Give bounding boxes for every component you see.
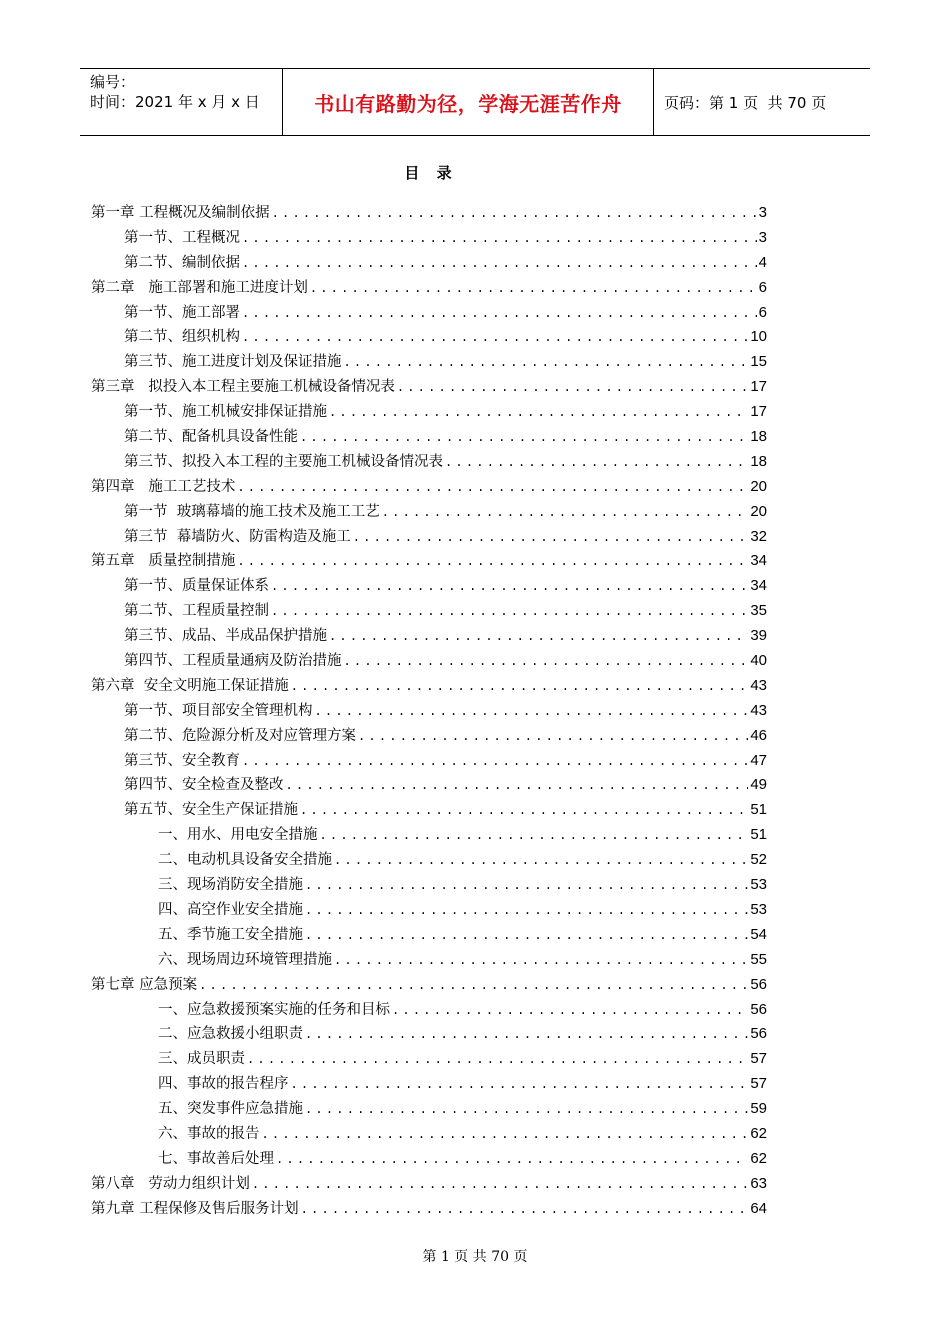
toc-entry[interactable]: [91, 475, 767, 500]
toc-entry-page: 35: [750, 602, 767, 620]
toc-entry[interactable]: [91, 749, 767, 774]
toc-entry[interactable]: [91, 724, 767, 749]
toc-entry-page: 62: [750, 1124, 767, 1142]
toc-dot-leader: [334, 948, 748, 973]
toc-dot-leader: [272, 201, 757, 226]
toc-dot-leader: [286, 773, 749, 798]
toc-dot-leader: [242, 251, 757, 276]
toc-entry-label: 第二节、配备机具设备性能: [124, 429, 298, 446]
toc-entry[interactable]: [91, 923, 767, 948]
toc-dot-leader: [353, 525, 749, 550]
toc-entry-label: 第三章 拟投入本工程主要施工机械设备情况表: [91, 379, 395, 396]
toc-entry-page: 3: [758, 204, 767, 221]
page-info-text: 页码：第 1 页 共 70 页: [664, 93, 827, 112]
toc-entry-label: 四、高空作业安全措施: [158, 901, 303, 918]
toc-dot-leader: [237, 475, 748, 500]
toc-entry-page: 56: [750, 1000, 767, 1018]
toc-entry-label: 二、电动机具设备安全措施: [158, 852, 332, 869]
toc-dot-leader: [291, 674, 749, 699]
toc-entry[interactable]: [91, 773, 767, 798]
toc-entry-label: 第二节、组织机构: [124, 329, 240, 346]
toc-entry[interactable]: [91, 301, 767, 326]
toc-entry[interactable]: [91, 1022, 767, 1047]
toc-entry-page: 15: [750, 353, 767, 371]
toc-entry-label: 第三节、施工进度计划及保证措施: [124, 354, 342, 371]
toc-entry-page: 17: [750, 378, 767, 396]
toc-entry-page: 46: [750, 726, 767, 744]
toc-entry[interactable]: [91, 201, 767, 226]
toc-entry-page: 49: [750, 776, 767, 794]
toc-dot-leader: [242, 226, 757, 251]
toc-entry-label: 第一节、质量保证体系: [124, 578, 269, 595]
toc-entry-page: 20: [750, 502, 767, 520]
toc-entry-label: 第四节、工程质量通病及防治措施: [124, 653, 342, 670]
toc-entry[interactable]: [91, 525, 767, 550]
toc-entry[interactable]: [91, 1197, 767, 1222]
toc-dot-leader: [320, 823, 749, 848]
toc-entry[interactable]: [91, 450, 767, 475]
toc-entry-label: 第一节、工程概况: [124, 229, 240, 246]
toc-entry[interactable]: [91, 599, 767, 624]
toc-entry-page: 3: [758, 228, 767, 246]
toc-entry-label: 一、应急救援预案实施的任务和目标: [158, 1001, 390, 1018]
toc-entry[interactable]: [91, 226, 767, 251]
toc-entry[interactable]: [91, 649, 767, 674]
toc-entry-label: 第四章 施工工艺技术: [91, 478, 236, 495]
toc-entry-page: 6: [758, 278, 767, 296]
toc-entry-label: 五、季节施工安全措施: [158, 926, 303, 943]
toc-entry[interactable]: [91, 549, 767, 574]
toc-entry[interactable]: [91, 898, 767, 923]
toc-entry[interactable]: [91, 375, 767, 400]
toc-entry-label: 第二节、编制依据: [124, 254, 240, 271]
toc-entry-label: 四、事故的报告程序: [158, 1076, 289, 1093]
toc-entry-label: 第七章 应急预案: [91, 976, 198, 993]
toc-entry-label: 第一节、施工机械安排保证措施: [124, 404, 327, 421]
toc-entry[interactable]: [91, 823, 767, 848]
toc-entry[interactable]: [91, 1122, 767, 1147]
toc-entry-label: 七、事故善后处理: [158, 1150, 274, 1167]
toc-entry[interactable]: [91, 699, 767, 724]
toc-entry-label: 第八章 劳动力组织计划: [91, 1175, 250, 1192]
toc-entry-page: 51: [750, 801, 767, 819]
toc-dot-leader: [305, 898, 748, 923]
header-page-info: [654, 69, 870, 135]
toc-entry-page: 32: [750, 527, 767, 545]
toc-entry-page: 18: [750, 452, 767, 470]
toc-dot-leader: [271, 574, 748, 599]
toc-dot-leader: [199, 973, 748, 998]
toc-entry-page: 34: [750, 577, 767, 595]
toc-entry-label: 第二节、危险源分析及对应管理方案: [124, 727, 356, 744]
toc-entry-page: 18: [750, 428, 767, 446]
toc-entry-label: 第一节、项目部安全管理机构: [124, 702, 313, 719]
toc-entry-page: 51: [750, 826, 767, 844]
toc-dot-leader: [242, 325, 748, 350]
toc-entry-page: 55: [750, 950, 767, 968]
toc-entry-page: 39: [750, 627, 767, 645]
toc-entry[interactable]: [91, 1172, 767, 1197]
toc-entry-label: 二、应急救援小组职责: [158, 1026, 303, 1043]
toc-dot-leader: [300, 798, 748, 823]
number-label: 编号：: [90, 73, 136, 91]
toc-entry-label: 第三节 幕墙防火、防雷构造及施工: [124, 528, 351, 545]
toc-entry-page: 52: [750, 851, 767, 869]
toc-entry[interactable]: [91, 1072, 767, 1097]
toc-entry[interactable]: [91, 251, 767, 276]
toc-entry-label: 三、成员职责: [158, 1051, 245, 1068]
toc-entry[interactable]: [91, 574, 767, 599]
toc-entry[interactable]: [91, 973, 767, 998]
toc-entry[interactable]: [91, 276, 767, 301]
toc-entry-label: 第三节、成品、半成品保护措施: [124, 628, 327, 645]
toc-dot-leader: [310, 276, 757, 301]
toc-entry-label: 六、事故的报告: [158, 1125, 260, 1142]
toc-entry-page: 17: [750, 403, 767, 421]
toc-entry-page: 64: [750, 1199, 767, 1217]
table-of-contents: [91, 201, 767, 1222]
toc-dot-leader: [392, 998, 748, 1023]
toc-entry[interactable]: [91, 1047, 767, 1072]
toc-dot-leader: [445, 450, 748, 475]
toc-dot-leader: [344, 350, 749, 375]
toc-dot-leader: [291, 1072, 749, 1097]
toc-dot-leader: [262, 1122, 749, 1147]
toc-dot-leader: [276, 1147, 748, 1172]
toc-entry-page: 54: [750, 925, 767, 943]
toc-entry-page: 6: [758, 303, 767, 321]
toc-dot-leader: [305, 1097, 748, 1122]
toc-dot-leader: [247, 1047, 748, 1072]
toc-entry-label: 五、突发事件应急措施: [158, 1101, 303, 1118]
toc-entry-page: 43: [750, 701, 767, 719]
toc-entry-page: 47: [750, 751, 767, 769]
toc-dot-leader: [315, 699, 749, 724]
header-motto: 书山有路勤为径，学海无涯苦作舟: [282, 69, 654, 135]
toc-dot-leader: [382, 500, 749, 525]
toc-entry-page: 53: [750, 876, 767, 894]
toc-entry[interactable]: [91, 998, 767, 1023]
toc-entry-page: 20: [750, 477, 767, 495]
toc-dot-leader: [329, 400, 748, 425]
toc-entry-page: 59: [750, 1100, 767, 1118]
toc-entry[interactable]: [91, 400, 767, 425]
toc-dot-leader: [242, 301, 757, 326]
toc-entry-page: 63: [750, 1174, 767, 1192]
toc-dot-leader: [329, 624, 748, 649]
toc-entry-page: 4: [758, 253, 767, 271]
toc-entry-label: 六、现场周边环境管理措施: [158, 951, 332, 968]
toc-entry[interactable]: [91, 624, 767, 649]
toc-dot-leader: [300, 425, 748, 450]
toc-dot-leader: [305, 1022, 748, 1047]
toc-dot-leader: [305, 873, 748, 898]
toc-entry-page: 57: [750, 1075, 767, 1093]
toc-entry-label: 第九章 工程保修及售后服务计划: [91, 1200, 299, 1217]
toc-entry-page: 56: [750, 1025, 767, 1043]
toc-entry-page: 10: [750, 328, 767, 346]
toc-entry-label: 第三节、安全教育: [124, 752, 240, 769]
toc-entry[interactable]: [91, 848, 767, 873]
toc-entry-label: 第一节、施工部署: [124, 304, 240, 321]
toc-dot-leader: [397, 375, 748, 400]
toc-entry-page: 53: [750, 900, 767, 918]
toc-entry-page: 34: [750, 552, 767, 570]
toc-entry-label: 第二章 施工部署和施工进度计划: [91, 279, 308, 296]
toc-entry-page: 43: [750, 676, 767, 694]
toc-entry[interactable]: [91, 948, 767, 973]
toc-entry-label: 第六章 安全文明施工保证措施: [91, 677, 289, 694]
toc-entry-page: 40: [750, 652, 767, 670]
toc-entry-label: 第一章 工程概况及编制依据: [91, 205, 270, 221]
toc-entry[interactable]: [91, 1097, 767, 1122]
toc-dot-leader: [305, 923, 748, 948]
toc-dot-leader: [334, 848, 748, 873]
toc-title: 目 录: [404, 164, 458, 182]
toc-dot-leader: [271, 599, 748, 624]
toc-entry[interactable]: [91, 674, 767, 699]
toc-entry[interactable]: [91, 798, 767, 823]
toc-dot-leader: [344, 649, 749, 674]
toc-entry-label: 第五节、安全生产保证措施: [124, 802, 298, 819]
toc-entry[interactable]: [91, 425, 767, 450]
toc-entry[interactable]: [91, 1147, 767, 1172]
toc-entry-label: 第三节、拟投入本工程的主要施工机械设备情况表: [124, 453, 443, 470]
toc-entry[interactable]: [91, 325, 767, 350]
toc-entry-label: 第一节 玻璃幕墙的施工技术及施工工艺: [124, 503, 380, 520]
toc-dot-leader: [252, 1172, 748, 1197]
page-footer: 第 1 页 共 70 页: [422, 1249, 528, 1265]
header-table: [80, 68, 870, 136]
toc-dot-leader: [358, 724, 748, 749]
toc-entry-label: 第二节、工程质量控制: [124, 603, 269, 620]
date-label: 时间：2021 年 x 月 x 日: [90, 93, 260, 111]
toc-entry-page: 56: [750, 975, 767, 993]
toc-entry[interactable]: [91, 873, 767, 898]
toc-dot-leader: [301, 1197, 749, 1222]
toc-entry-label: 三、现场消防安全措施: [158, 877, 303, 894]
toc-entry-page: 62: [750, 1149, 767, 1167]
toc-entry-label: 第五章 质量控制措施: [91, 553, 236, 570]
toc-dot-leader: [237, 549, 748, 574]
toc-entry-page: 57: [750, 1050, 767, 1068]
toc-entry-label: 第四节、安全检查及整改: [124, 777, 284, 794]
toc-dot-leader: [242, 749, 748, 774]
header-meta: [80, 69, 282, 135]
toc-entry[interactable]: [91, 350, 767, 375]
toc-entry-label: 一、用水、用电安全措施: [158, 827, 318, 844]
toc-entry[interactable]: [91, 500, 767, 525]
